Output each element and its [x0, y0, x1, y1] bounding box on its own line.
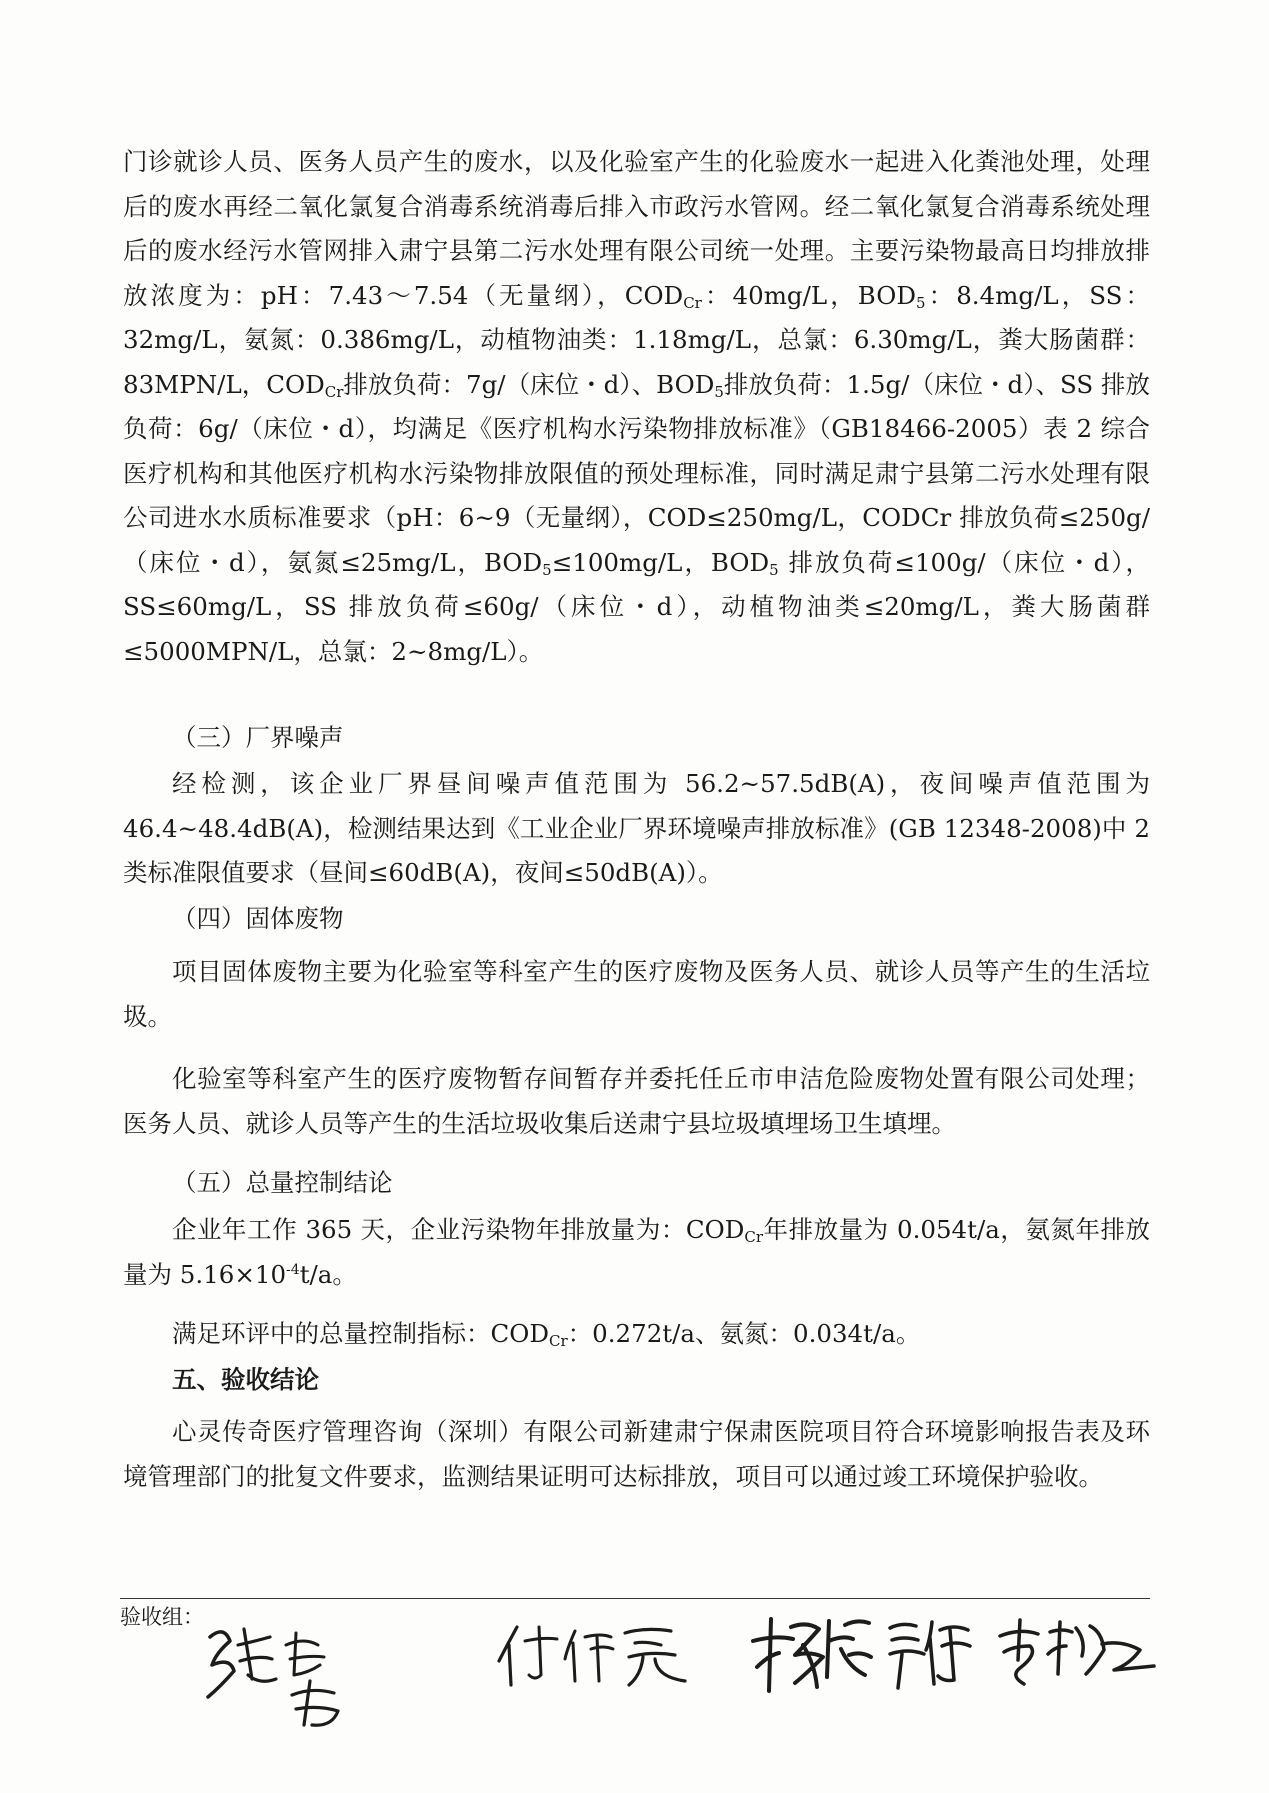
subscript-5: 5: [714, 382, 724, 401]
subscript-cr: Cr: [744, 1228, 764, 1246]
total-control-text-4: 满足环评中的总量控制指标：COD: [172, 1319, 549, 1348]
subscript-cr: Cr: [548, 1332, 568, 1350]
wastewater-text-7: 排放负荷≤100g/（床位・d），SS≤60mg/L，SS 排放负荷≤60g/（床位・d），动植物油类≤20mg/L，粪大肠菌群≤5000MPN/L，总氯：2~8mg/L）。: [123, 547, 1151, 666]
wastewater-text-1: 门诊就诊人员、医务人员产生的废水，以及化验室产生的化验废水一起进入化粪池处理，处理后的废水再经二氧化氯复合消毒系统消毒后排入市政污水管网。经二氧化氯复合消毒系统处理后的废水经污水管网排入肃宁县第二污水处理有限公司统一处理。主要污染物最高日均排放排放浓度为：pH：7.43～7.54（无量纲），COD: [123, 147, 1150, 310]
solid-waste-heading: （四）固体废物: [172, 904, 344, 933]
solid-waste-paragraph-1: 项目固体废物主要为化验室等科室产生的医疗废物及医务人员、就诊人员等产生的生活垃圾。: [123, 957, 1150, 1031]
superscript-exponent: -4: [286, 1261, 300, 1278]
total-control-text-3: t/a。: [299, 1259, 357, 1289]
signature-li: [990, 1610, 1160, 1700]
signature-wu: [880, 1610, 975, 1700]
signature-label: 验收组：: [120, 1605, 204, 1629]
noise-heading: （三）厂界噪声: [172, 723, 344, 752]
total-control-text-5: ：0.272t/a、氨氮：0.034t/a。: [567, 1319, 921, 1348]
wastewater-text-5: 排放负荷：1.5g/（床位・d）、SS 排放负荷：6g/（床位・d），均满足《医疗机构水污染物排放标准》（GB18466-2005）表 2 综合医疗机构和其他医疗机构水污染物排放限值的预处理标准，同时满足肃宁县第二污水处理有限公司进水水质标准要求（pH：6~9（无量纲），COD≤250mg/L，CODCr 排放负荷≤250g/（床位・d），氨氮≤25mg/L，BOD: [123, 369, 1150, 577]
signature-divider: [120, 1598, 1150, 1599]
total-control-paragraph-1: [123, 1208, 1150, 1297]
signature-fu: [495, 1615, 695, 1695]
total-control-text-1: 企业年工作 365 天，企业污染物年排放量为：COD: [172, 1215, 745, 1244]
subscript-5: 5: [542, 560, 552, 579]
solid-waste-paragraph-2: 化验室等科室产生的医疗废物暂存间暂存并委托任丘市申洁危险废物处置有限公司处理；医务人员、就诊人员等产生的生活垃圾收集后送肃宁县垃圾填埋场卫生填埋。: [123, 1064, 1150, 1138]
wastewater-text-2: ：40mg/L，BOD: [701, 280, 916, 310]
signature-zhang: [200, 1615, 360, 1735]
wastewater-text-4: 排放负荷：7g/（床位・d）、BOD: [343, 369, 715, 399]
subscript-5: 5: [916, 293, 926, 312]
total-control-heading: （五）总量控制结论: [172, 1168, 393, 1197]
wastewater-paragraph: [123, 140, 1150, 674]
conclusion-paragraph: 心灵传奇医疗管理咨询（深圳）有限公司新建肃宁保肃医院项目符合环境影响报告表及环境管理部门的批复文件要求，监测结果证明可达标排放，项目可以通过竣工环境保护验收。: [123, 1417, 1150, 1491]
wastewater-text-3: ：8.4mg/L，SS：32mg/L，氨氮：0.386mg/L，动植物油类：1.18mg/L，总氯：6.30mg/L，粪大肠菌群：83MPN/L，COD: [123, 280, 1150, 399]
noise-paragraph: 经检测，该企业厂界昼间噪声值范围为 56.2~57.5dB(A)，夜间噪声值范围为 46.4~48.4dB(A)，检测结果达到《工业企业厂界环境噪声排放标准》(GB 12348-2008)中 2 类标准限值要求（昼间≤60dB(A)，夜间≤50dB(A)）。: [123, 769, 1150, 887]
subscript-cr: Cr: [683, 293, 702, 312]
signature-yang: [745, 1605, 875, 1705]
conclusion-heading: 五、验收结论: [172, 1365, 319, 1394]
total-control-text-2: 年排放量为 0.054t/a，氨氮年排放量为 5.16×10: [123, 1215, 1150, 1289]
subscript-cr: Cr: [324, 382, 344, 401]
subscript-5: 5: [769, 560, 779, 579]
total-control-paragraph-2: [123, 1312, 1150, 1357]
wastewater-text-6: ≤100mg/L，BOD: [551, 547, 770, 577]
